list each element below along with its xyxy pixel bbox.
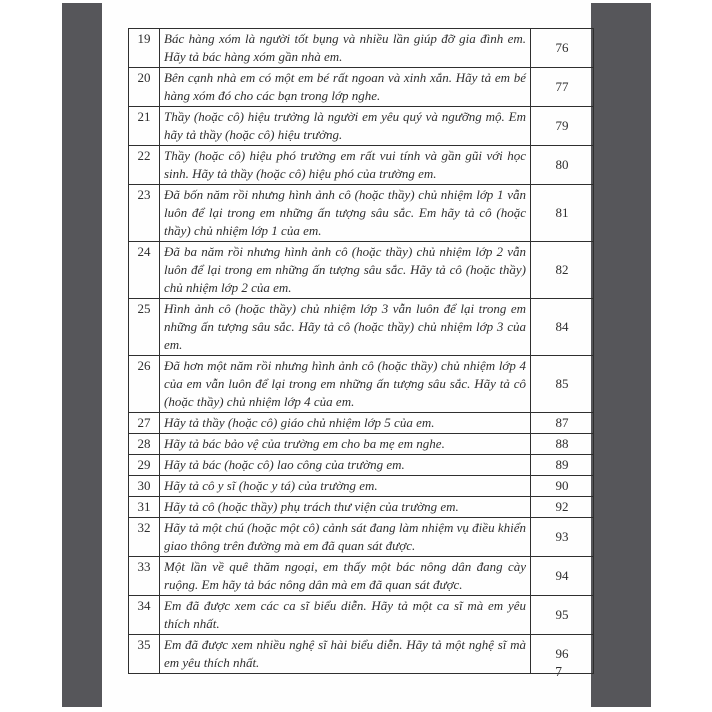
topic-number: 20 xyxy=(129,68,160,107)
table-row xyxy=(129,413,594,434)
topic-number: 23 xyxy=(129,185,160,242)
table-row xyxy=(129,476,594,497)
table-row xyxy=(129,497,594,518)
page-number: 93 xyxy=(531,518,594,557)
table-row xyxy=(129,185,594,242)
page-number: 77 xyxy=(531,68,594,107)
topic-text: Hãy tả bác (hoặc cô) lao công của trường em. xyxy=(160,455,531,476)
topic-text: Hình ảnh cô (hoặc thầy) chủ nhiệm lớp 3 vẫn luôn để lại trong em những ấn tượng sâu sắc. Hãy tả cô (hoặc thầy) chủ nhiệm lớp 3 của em. xyxy=(160,299,531,356)
table-row xyxy=(129,299,594,356)
table-row xyxy=(129,596,594,635)
topic-number: 27 xyxy=(129,413,160,434)
topics-table-body xyxy=(129,29,594,674)
table-row xyxy=(129,434,594,455)
page-number: 82 xyxy=(531,242,594,299)
page-number: 94 xyxy=(531,557,594,596)
topic-text: Bác hàng xóm là người tốt bụng và nhiều lần giúp đỡ gia đình em. Hãy tả bác hàng xóm gần nhà em. xyxy=(160,29,531,68)
table-row xyxy=(129,68,594,107)
topic-text: Hãy tả một chú (hoặc một cô) cảnh sát đang làm nhiệm vụ điều khiển giao thông trên đường mà em đã quan sát được. xyxy=(160,518,531,557)
page-number: 80 xyxy=(531,146,594,185)
left-background-strip xyxy=(62,3,102,707)
table-row xyxy=(129,29,594,68)
topic-text: Hãy tả thầy (hoặc cô) giáo chủ nhiệm lớp 5 của em. xyxy=(160,413,531,434)
topic-number: 32 xyxy=(129,518,160,557)
topic-text: Hãy tả bác bảo vệ của trường em cho ba mẹ em nghe. xyxy=(160,434,531,455)
table-row xyxy=(129,455,594,476)
topic-text: Một lần về quê thăm ngoại, em thấy một bác nông dân đang cày ruộng. Em hãy tả bác nông dân mà em đã quan sát được. xyxy=(160,557,531,596)
topic-number: 22 xyxy=(129,146,160,185)
footer-page-number: 7 xyxy=(555,664,562,679)
page-number: 96 xyxy=(531,635,594,674)
topic-number: 25 xyxy=(129,299,160,356)
topic-number: 21 xyxy=(129,107,160,146)
table-row xyxy=(129,518,594,557)
topic-text: Đã bốn năm rồi nhưng hình ảnh cô (hoặc thầy) chủ nhiệm lớp 1 vẫn luôn để lại trong em những ấn tượng sâu sắc. Em hãy tả cô (hoặc thầy) chủ nhiệm lớp 1 của em. xyxy=(160,185,531,242)
table-row xyxy=(129,557,594,596)
topic-text: Thầy (hoặc cô) hiệu trưởng là người em yêu quý và ngưỡng mộ. Em hãy tả thầy (hoặc cô) hiệu trưởng. xyxy=(160,107,531,146)
topic-number: 29 xyxy=(129,455,160,476)
topic-number: 19 xyxy=(129,29,160,68)
table-row xyxy=(129,356,594,413)
topic-text: Em đã được xem các ca sĩ biểu diễn. Hãy tả một ca sĩ mà em yêu thích nhất. xyxy=(160,596,531,635)
topic-number: 24 xyxy=(129,242,160,299)
page-number: 95 xyxy=(531,596,594,635)
topic-text: Hãy tả cô y sĩ (hoặc y tá) của trường em. xyxy=(160,476,531,497)
book-page xyxy=(102,0,591,712)
topics-table xyxy=(128,28,594,674)
topic-number: 33 xyxy=(129,557,160,596)
topic-text: Bên cạnh nhà em có một em bé rất ngoan và xinh xắn. Hãy tả em bé hàng xóm đó cho các bạn trong lớp nghe. xyxy=(160,68,531,107)
table-row xyxy=(129,107,594,146)
table-row xyxy=(129,146,594,185)
page-number: 89 xyxy=(531,455,594,476)
page-number: 85 xyxy=(531,356,594,413)
page-number: 84 xyxy=(531,299,594,356)
topic-text: Hãy tả cô (hoặc thầy) phụ trách thư viện của trường em. xyxy=(160,497,531,518)
page-number: 81 xyxy=(531,185,594,242)
topic-number: 28 xyxy=(129,434,160,455)
page-number: 90 xyxy=(531,476,594,497)
page-number: 88 xyxy=(531,434,594,455)
page-number: 87 xyxy=(531,413,594,434)
right-background-strip xyxy=(591,3,651,707)
topic-text: Thầy (hoặc cô) hiệu phó trường em rất vui tính và gần gũi với học sinh. Hãy tả thầy (hoặc cô) hiệu phó của trường em. xyxy=(160,146,531,185)
topic-text: Đã ba năm rồi nhưng hình ảnh cô (hoặc thầy) chủ nhiệm lớp 2 vẫn luôn để lại trong em những ấn tượng sâu sắc. Hãy tả cô (hoặc thầy) chủ nhiệm lớp 2 của em. xyxy=(160,242,531,299)
topic-number: 31 xyxy=(129,497,160,518)
topic-number: 30 xyxy=(129,476,160,497)
topic-text: Em đã được xem nhiều nghệ sĩ hài biểu diễn. Hãy tả một nghệ sĩ mà em yêu thích nhất. xyxy=(160,635,531,674)
page-number: 79 xyxy=(531,107,594,146)
topic-text: Đã hơn một năm rồi nhưng hình ảnh cô (hoặc thầy) chủ nhiệm lớp 4 của em vẫn luôn để lại trong em những ấn tượng sâu sắc. Hãy tả cô (hoặc thầy) chủ nhiệm lớp 4 của em. xyxy=(160,356,531,413)
page-number: 76 xyxy=(531,29,594,68)
table-row xyxy=(129,242,594,299)
page-number: 92 xyxy=(531,497,594,518)
topic-number: 35 xyxy=(129,635,160,674)
topic-number: 26 xyxy=(129,356,160,413)
topic-number: 34 xyxy=(129,596,160,635)
